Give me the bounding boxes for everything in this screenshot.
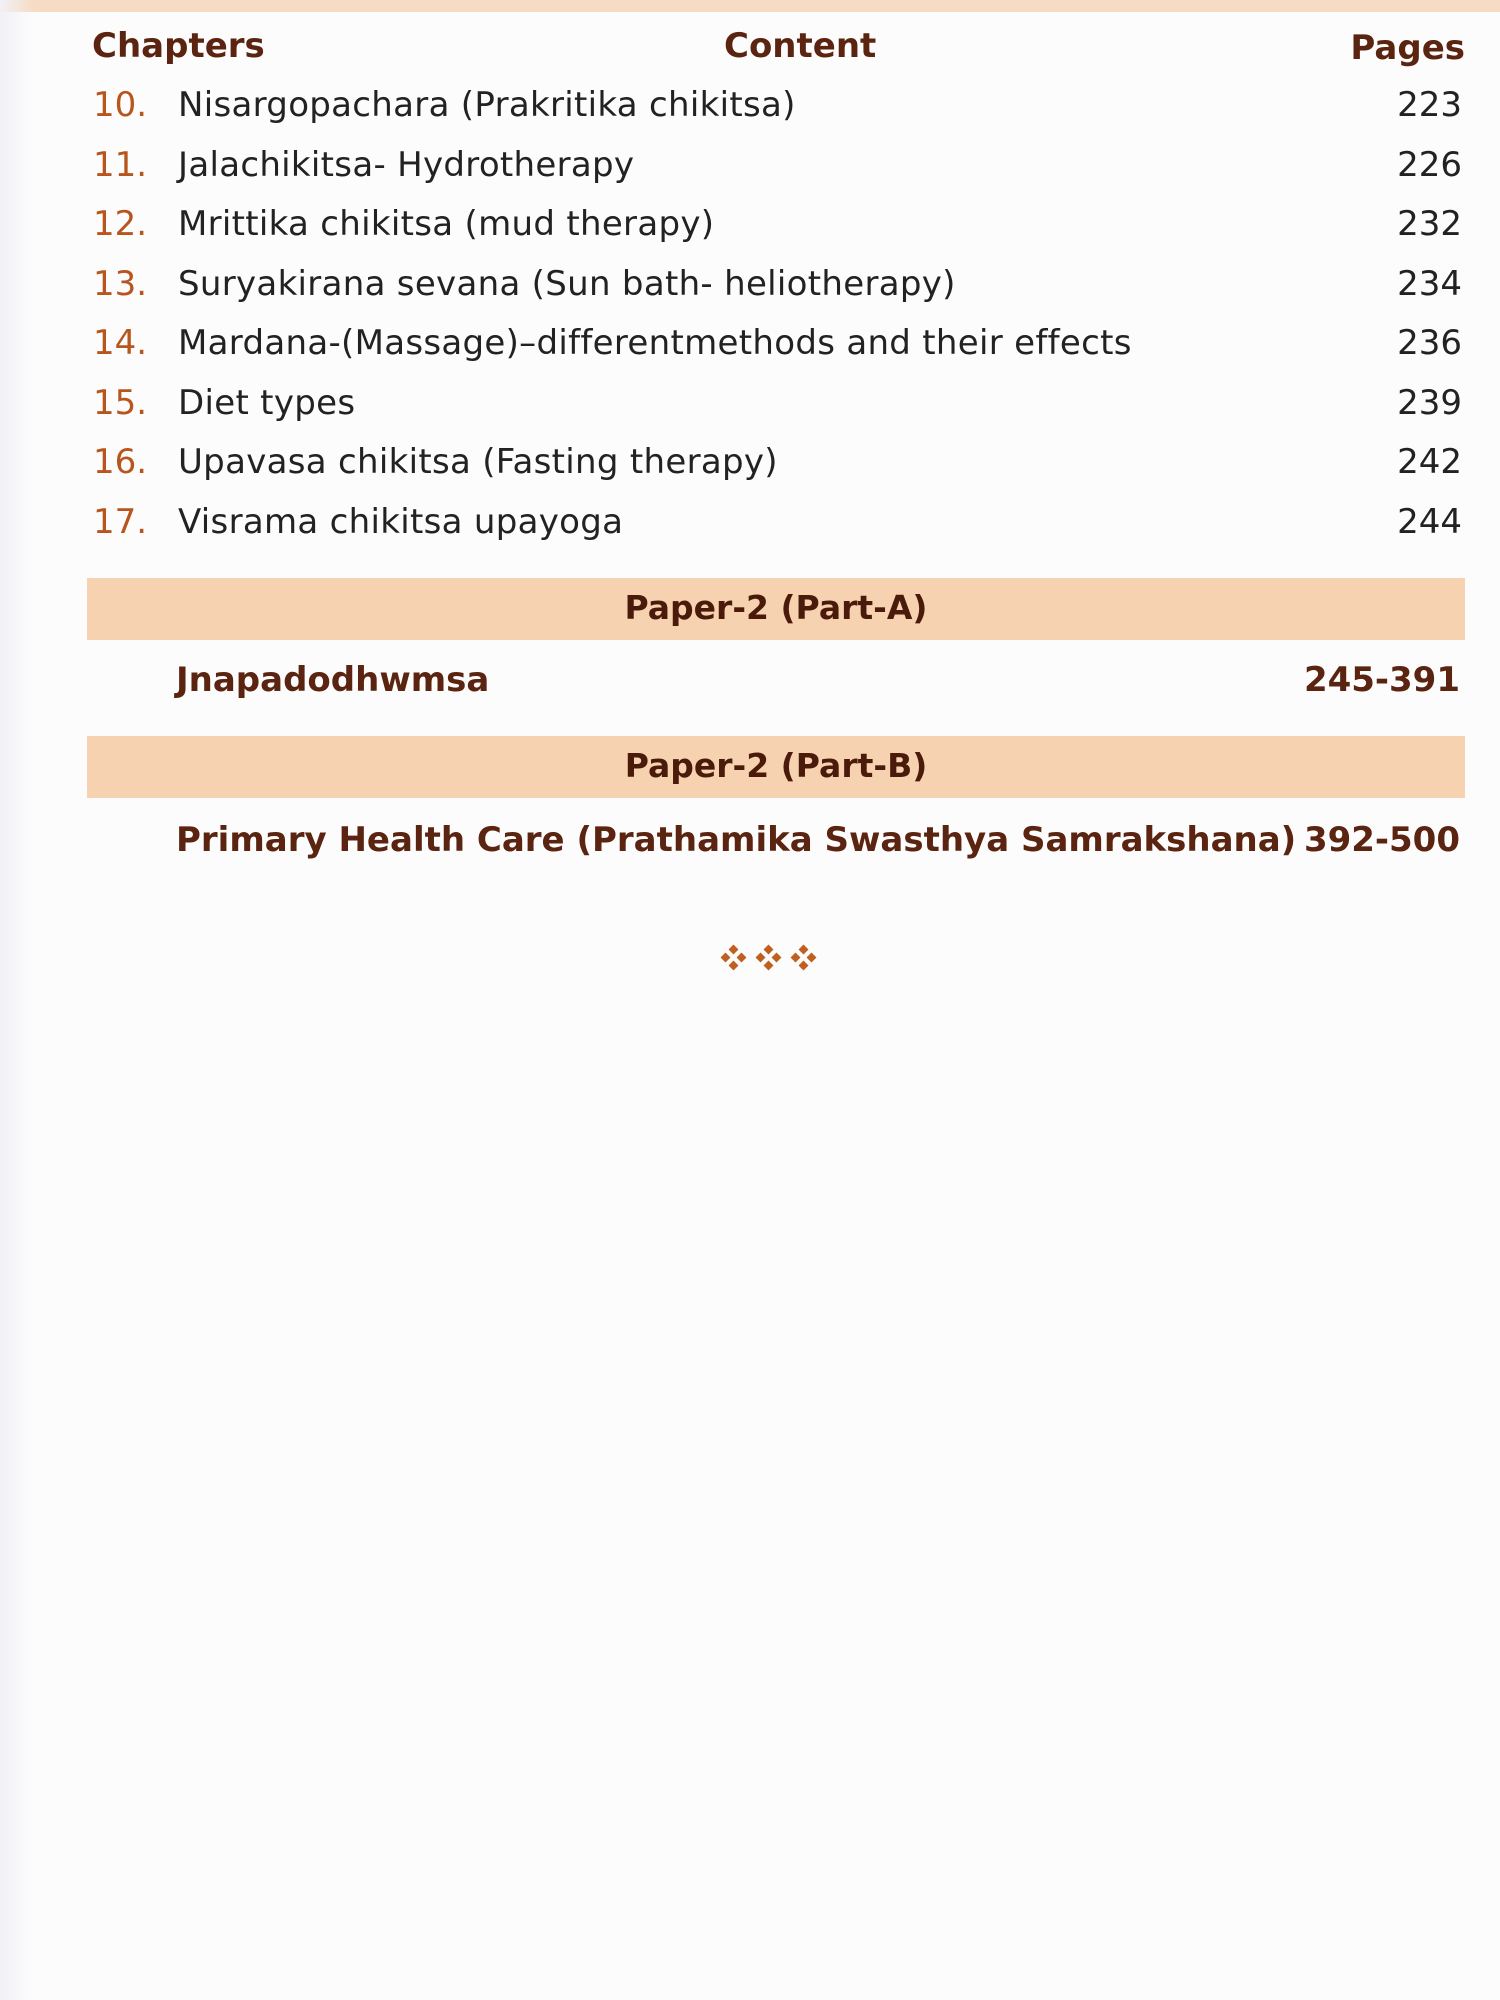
chapter-page: 239	[1397, 382, 1462, 423]
chapter-title: Diet types	[178, 382, 356, 423]
toc-row	[0, 377, 1500, 437]
section-item-pages: 392-500	[1303, 820, 1460, 860]
chapter-title: Mardana-(Massage)–differentmethods and their effects	[178, 323, 1132, 363]
section-heading-label: Paper-2 (Part-A)	[624, 588, 928, 627]
chapter-page: 242	[1397, 442, 1462, 482]
chapter-page: 232	[1397, 204, 1462, 244]
chapter-page: 226	[1397, 144, 1462, 185]
header-pages: Pages	[1350, 28, 1465, 68]
chapter-title: Jalachikitsa- Hydrotherapy	[178, 144, 635, 185]
section-item-part-b	[0, 820, 1500, 870]
chapter-number: 17.	[93, 501, 148, 542]
toc-list	[0, 79, 1500, 555]
chapter-number: 11.	[93, 144, 148, 185]
toc-row	[0, 79, 1500, 139]
chapter-number: 10.	[93, 85, 148, 125]
chapter-page: 234	[1397, 263, 1462, 304]
chapter-number: 15.	[93, 382, 148, 423]
chapter-page: 236	[1397, 323, 1462, 363]
chapter-title: Visrama chikitsa upayoga	[178, 501, 624, 542]
diamond-cluster-ornament-icon	[716, 940, 826, 980]
chapter-title: Mrittika chikitsa (mud therapy)	[178, 204, 715, 244]
chapter-page: 244	[1397, 501, 1462, 542]
section-item-pages: 245-391	[1303, 660, 1460, 700]
chapter-title: Suryakirana sevana (Sun bath- heliotherapy)	[178, 263, 956, 304]
chapter-title: Upavasa chikitsa (Fasting therapy)	[178, 442, 778, 482]
section-item-part-a	[0, 660, 1500, 710]
chapter-page: 223	[1397, 85, 1462, 125]
top-color-band	[0, 0, 1500, 12]
toc-row	[0, 436, 1500, 496]
header-content: Content	[724, 26, 877, 66]
section-heading-part-b	[87, 736, 1465, 798]
section-heading-label: Paper-2 (Part-B)	[624, 746, 928, 785]
toc-row	[0, 258, 1500, 318]
chapter-number: 14.	[93, 323, 148, 363]
toc-row	[0, 317, 1500, 377]
section-item-title: Jnapadodhwmsa	[176, 660, 490, 700]
section-item-title: Primary Health Care (Prathamika Swasthya Samrakshana)	[176, 820, 1297, 860]
section-heading-part-a	[87, 578, 1465, 640]
toc-row	[0, 496, 1500, 556]
header-chapters: Chapters	[92, 26, 265, 66]
toc-row	[0, 139, 1500, 199]
table-header	[0, 22, 1500, 72]
chapter-number: 16.	[93, 442, 148, 482]
chapter-number: 12.	[93, 204, 148, 244]
chapter-title: Nisargopachara (Prakritika chikitsa)	[178, 85, 796, 125]
toc-row	[0, 198, 1500, 258]
chapter-number: 13.	[93, 263, 148, 304]
